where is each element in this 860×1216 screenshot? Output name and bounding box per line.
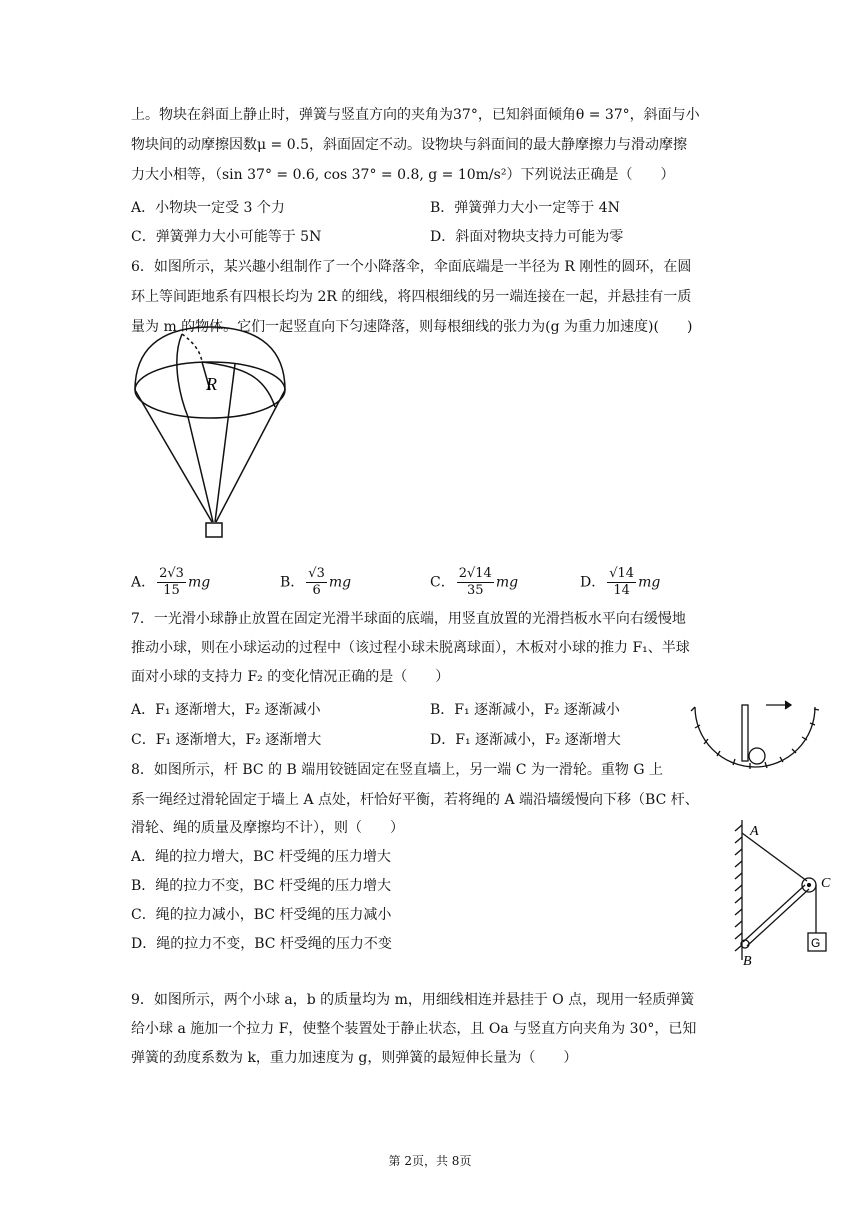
- q6-option-b: [280, 566, 351, 599]
- q7-option-d: D．F₁ 逐渐减小，F₂ 逐渐增大: [430, 732, 621, 748]
- q7-option-b: B．F₁ 逐渐减小，F₂ 逐渐减小: [430, 702, 620, 718]
- q7-line1: 7．一光滑小球静止放置在固定光滑半球面的底端，用竖直放置的光滑挡板水平向右缓慢地: [131, 611, 686, 627]
- q7-option-a: A．F₁ 逐渐增大，F₂ 逐渐减小: [131, 702, 321, 718]
- numerator: 2√14: [458, 566, 492, 581]
- fraction: [306, 566, 327, 599]
- unit: mg: [638, 574, 661, 591]
- q8-option-a: A．绳的拉力增大，BC 杆受绳的压力增大: [131, 849, 391, 865]
- q7-line2: 推动小球，则在小球运动的过程中（该过程小球未脱离球面），木板对小球的推力 F₁、半球: [131, 640, 690, 656]
- option-letter: C．: [430, 574, 455, 591]
- label-g: G: [811, 936, 821, 950]
- q6-line3: 量为 m 的物体。它们一起竖直向下匀速降落，则每根细线的张力为(g 为重力加速度)( ): [131, 319, 693, 335]
- q9-line3: 弹簧的劲度系数为 k，重力加速度为 g，则弹簧的最短伸长量为（ ）: [131, 1050, 578, 1066]
- label-c: C: [821, 876, 831, 891]
- q5-option-d: D．斜面对物块支持力可能为零: [430, 229, 624, 245]
- denominator: 14: [613, 583, 630, 598]
- option-letter: B．: [280, 574, 305, 591]
- q5-option-c: C．弹簧弹力大小可能等于 5N: [131, 229, 322, 245]
- unit: mg: [187, 574, 211, 591]
- fraction: [607, 566, 636, 599]
- label-a: A: [750, 824, 759, 839]
- option-letter: D．: [580, 574, 606, 591]
- radius-label: R: [206, 374, 217, 394]
- pulley-rod-figure: [725, 815, 840, 969]
- denominator: 35: [467, 583, 484, 598]
- page-footer: 第 2页，共 8页: [388, 1154, 472, 1168]
- q5-line2: 物块间的动摩擦因数μ = 0.5，斜面固定不动。设物块与斜面间的最大静摩擦力与滑动摩擦: [131, 137, 687, 153]
- q6-line2: 环上等间距地系有四根长均为 2R 的细线，将四根细线的另一端连接在一起，并悬挂有一质: [131, 289, 692, 305]
- q7-option-c: C．F₁ 逐渐增大，F₂ 逐渐增大: [131, 732, 322, 748]
- q8-option-d: D．绳的拉力不变，BC 杆受绳的压力不变: [131, 936, 392, 952]
- q6-option-d: [580, 566, 660, 599]
- unit: mg: [328, 574, 352, 591]
- numerator: √3: [308, 566, 325, 581]
- q5-option-a: A．小物块一定受 3 个力: [131, 200, 285, 216]
- fraction: [157, 566, 186, 599]
- q8-option-c: C．绳的拉力减小，BC 杆受绳的压力减小: [131, 907, 392, 923]
- option-letter: A．: [131, 574, 156, 591]
- q7-line3: 面对小球的支持力 F₂ 的变化情况正确的是（ ）: [131, 669, 450, 685]
- q9-line1: 9．如图所示，两个小球 a，b 的质量均为 m，用细线相连并悬挂于 O 点，现用一轻质弹簧: [131, 992, 695, 1008]
- q8-option-b: B．绳的拉力不变，BC 杆受绳的压力增大: [131, 878, 391, 894]
- q6-option-a: [131, 566, 210, 599]
- q5-line3: 力大小相等，（sin 37° = 0.6, cos 37° = 0.8, g = 10m/s²）下列说法正确是（ ）: [131, 167, 675, 183]
- denominator: 6: [312, 583, 321, 598]
- q9-line2: 给小球 a 施加一个拉力 F，使整个装置处于静止状态，且 Oa 与竖直方向夹角为 30°，已知: [131, 1021, 697, 1037]
- q8-line2: 系一绳经过滑轮固定于墙上 A 点处，杆恰好平衡，若将绳的 A 端沿墙缓慢向下移（BC 杆、: [131, 792, 699, 808]
- unit: mg: [495, 574, 519, 591]
- parachute-figure: [130, 322, 290, 547]
- denominator: 15: [163, 583, 180, 598]
- q5-option-b: B．弹簧弹力大小一定等于 4N: [430, 200, 620, 216]
- q5-line1: 上。物块在斜面上静止时，弹簧与竖直方向的夹角为37°，已知斜面倾角θ = 37°，斜面与小: [131, 107, 700, 123]
- numerator: 2√3: [159, 566, 184, 581]
- q8-line3: 滑轮、绳的质量及摩擦均不计），则（ ）: [131, 820, 404, 836]
- label-b: B: [743, 954, 752, 969]
- fraction: [457, 566, 494, 599]
- q6-option-c: [430, 566, 518, 599]
- hemisphere-figure: [690, 695, 820, 775]
- q8-line1: 8．如图所示，杆 BC 的 B 端用铰链固定在竖直墙上，另一端 C 为一滑轮。重物 G 上: [131, 762, 663, 778]
- numerator: √14: [609, 566, 635, 581]
- q6-line1: 6．如图所示，某兴趣小组制作了一个小降落伞，伞面底端是一半径为 R 刚性的圆环，在圆: [131, 259, 692, 275]
